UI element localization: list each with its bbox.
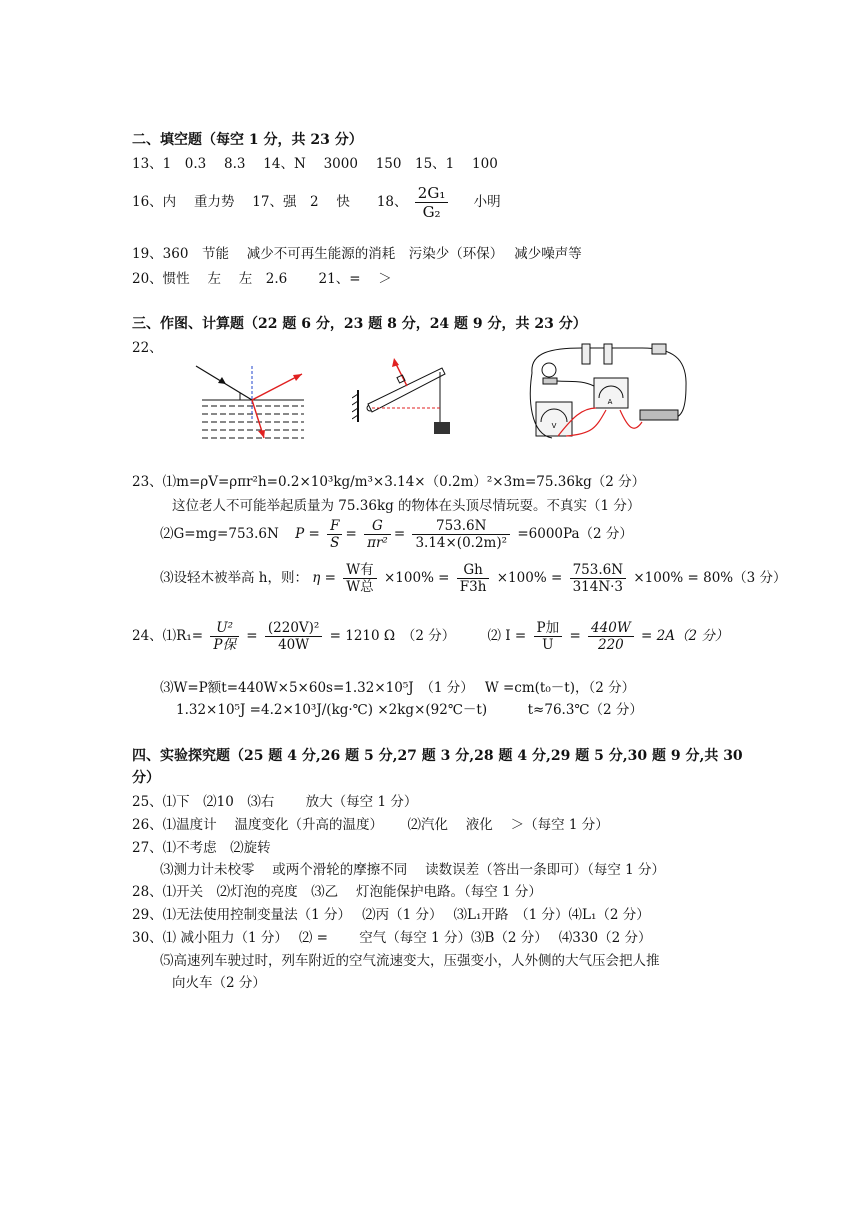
efficiency-symbol: η = [312, 570, 336, 587]
answer-30-1-4: 30、⑴ 减小阻力（1 分） ⑵ = 空气（每空 1 分）⑶B（2 分） ⑷330（2 分） [132, 930, 652, 946]
fraction-f-s [327, 518, 342, 551]
fraction-numerator: W有 [343, 562, 376, 579]
answer-25: 25、⑴下 ⑵10 ⑶右 放大（每空 1 分） [132, 794, 418, 810]
fraction-p-u [534, 620, 563, 653]
fraction-gh-f3h [457, 562, 490, 595]
fraction-numerator: 753.6N [412, 518, 510, 535]
answer-16-18 [132, 184, 501, 221]
answer-24-2-result: = 2A（2 分） [641, 628, 729, 645]
answer-23-2-result: =6000Pa（2 分） [517, 526, 633, 543]
answer-23-2-weight: ⑵G=mg=753.6N [160, 526, 279, 543]
fraction-denominator: πr² [367, 535, 388, 552]
answer-24-3-result: 1.32×10⁵J =4.2×10³J/(kg·℃) ×2kg×(92℃－t) t≈76.3℃（2 分） [176, 702, 643, 718]
answer-24-2-label: ⑵ I = [487, 628, 527, 645]
lever-diagram [352, 354, 462, 438]
answer-23-1-conclusion: 这位老人不可能举起质量为 75.36kg 的物体在头顶尽情玩耍。不真实（1 分） [172, 498, 641, 514]
fraction-denominator: F3h [459, 579, 487, 596]
answer-27-3: ⑶测力计未校零 或两个滑轮的摩擦不同 读数误差（答出一条即可）（每空 1 分） [160, 862, 666, 878]
section-4-title-cont: 分） [132, 770, 160, 786]
section-3-title: 三、作图、计算题（22 题 6 分，23 题 8 分，24 题 9 分，共 23 分） [132, 316, 587, 332]
answer-23-3-result: ×100% = 80%（3 分） [633, 570, 787, 587]
answer-19: 19、360 节能 减少不可再生能源的消耗 污染少（环保） 减少噪声等 [132, 246, 582, 262]
fraction-denominator: W总 [346, 579, 374, 596]
answer-13-15: 13、1 0.3 8.3 14、N 3000 150 15、1 100 [132, 156, 498, 172]
equals-sign: = [569, 628, 581, 645]
svg-text:A: A [607, 398, 613, 406]
fraction-numerator: (220V)² [265, 620, 322, 637]
svg-text:V: V [551, 422, 557, 430]
fraction-denominator: U [542, 637, 554, 654]
answer-30-5-cont: 向火车（2 分） [172, 975, 266, 991]
fraction-numeric-efficiency [570, 562, 626, 595]
answer-18-name: 小明 [473, 194, 501, 210]
fraction-numeric-pressure [412, 518, 510, 551]
equals-sign: = [246, 628, 258, 645]
fraction-numerator: P加 [534, 620, 563, 637]
fraction-denominator: G₂ [422, 203, 441, 221]
fraction-numerator: Gh [457, 562, 490, 579]
fraction-numerator: 440W [588, 620, 634, 637]
answer-30-5: ⑸高速列车驶过时，列车附近的空气流速变大，压强变小，人外侧的大气压会把人推 [160, 953, 660, 969]
refraction-diagram [192, 360, 312, 442]
answer-27-1-2: 27、⑴不考虑 ⑵旋转 [132, 840, 271, 856]
fraction-denominator: 314N·3 [572, 579, 624, 596]
fraction-numerator: 753.6N [570, 562, 626, 579]
pressure-symbol: P = [295, 526, 320, 543]
fraction-u2-p [210, 620, 239, 653]
answer-20-21: 20、惯性 左 左 2.6 21、= ＞ [132, 271, 392, 287]
answer-24-3: ⑶W=P额t=440W×5×60s=1.32×10⁵J （1 分） W =cm(t₀－t)，（2 分） [160, 680, 636, 696]
answer-28: 28、⑴开关 ⑵灯泡的亮度 ⑶乙 灯泡能保护电路。（每空 1 分） [132, 884, 542, 900]
fraction-numeric-current [588, 620, 634, 653]
fraction-denominator: P保 [213, 637, 236, 654]
fraction-numerator: U² [210, 620, 239, 637]
fraction-denominator: 40W [278, 637, 310, 654]
answer-23-3-intro: ⑶设轻木被举高 h，则： [160, 570, 308, 587]
fraction-numerator: G [364, 518, 391, 535]
answer-26: 26、⑴温度计 温度变化（升高的温度） ⑵汽化 液化 ＞（每空 1 分） [132, 817, 609, 833]
fraction-2g1-g2 [415, 184, 449, 221]
answer-29: 29、⑴无法使用控制变量法（1 分） ⑵丙（1 分） ⑶L₁开路 （1 分）⑷L₁（2 分） [132, 907, 650, 923]
answer-23-2: ⑵G=mg=753.6N P = $\frac{F}{S}$ = $\frac{G}{\text{πr²}}$ = $\frac{753.6N}{\text{3.14×(0.2m)²}}$ =6000Pa（2 分） [160, 518, 633, 552]
answer-16-text: 16、内 重力势 17、强 2 快 18、 [132, 194, 408, 210]
fraction-g-pir2 [364, 518, 391, 551]
answer-23-3 [160, 562, 787, 595]
fraction-numeric-resistance [265, 620, 322, 653]
answer-23-1: 23、⑴m=ρV=ρπr²h=0.2×10³kg/m³×3.14×（0.2m）²×3m=75.36kg（2 分） [132, 474, 646, 490]
fraction-denominator: S [330, 535, 340, 552]
answer-24-1-label: 24、⑴R₁= [132, 628, 204, 645]
fraction-denominator: 3.14×(0.2m)² [415, 535, 508, 552]
fraction-work-ratio [343, 562, 376, 595]
answer-24-1-result: = 1210 Ω （2 分） [329, 628, 456, 645]
fraction-numerator: 2G₁ [415, 184, 449, 203]
section-4-title: 四、实验探究题（25 题 4 分,26 题 5 分,27 题 3 分,28 题 4 分,29 题 5 分,30 题 9 分,共 30 [132, 748, 743, 764]
answer-24-1-2 [132, 620, 728, 653]
answer-22-label: 22、 [132, 340, 163, 356]
circuit-diagram [522, 338, 692, 444]
section-2-title: 二、填空题（每空 1 分，共 23 分） [132, 132, 363, 148]
times-100-percent: ×100% = [383, 570, 450, 587]
fraction-denominator: 220 [597, 637, 624, 654]
fraction-numerator: F [327, 518, 342, 535]
times-100-percent: ×100% = [496, 570, 563, 587]
